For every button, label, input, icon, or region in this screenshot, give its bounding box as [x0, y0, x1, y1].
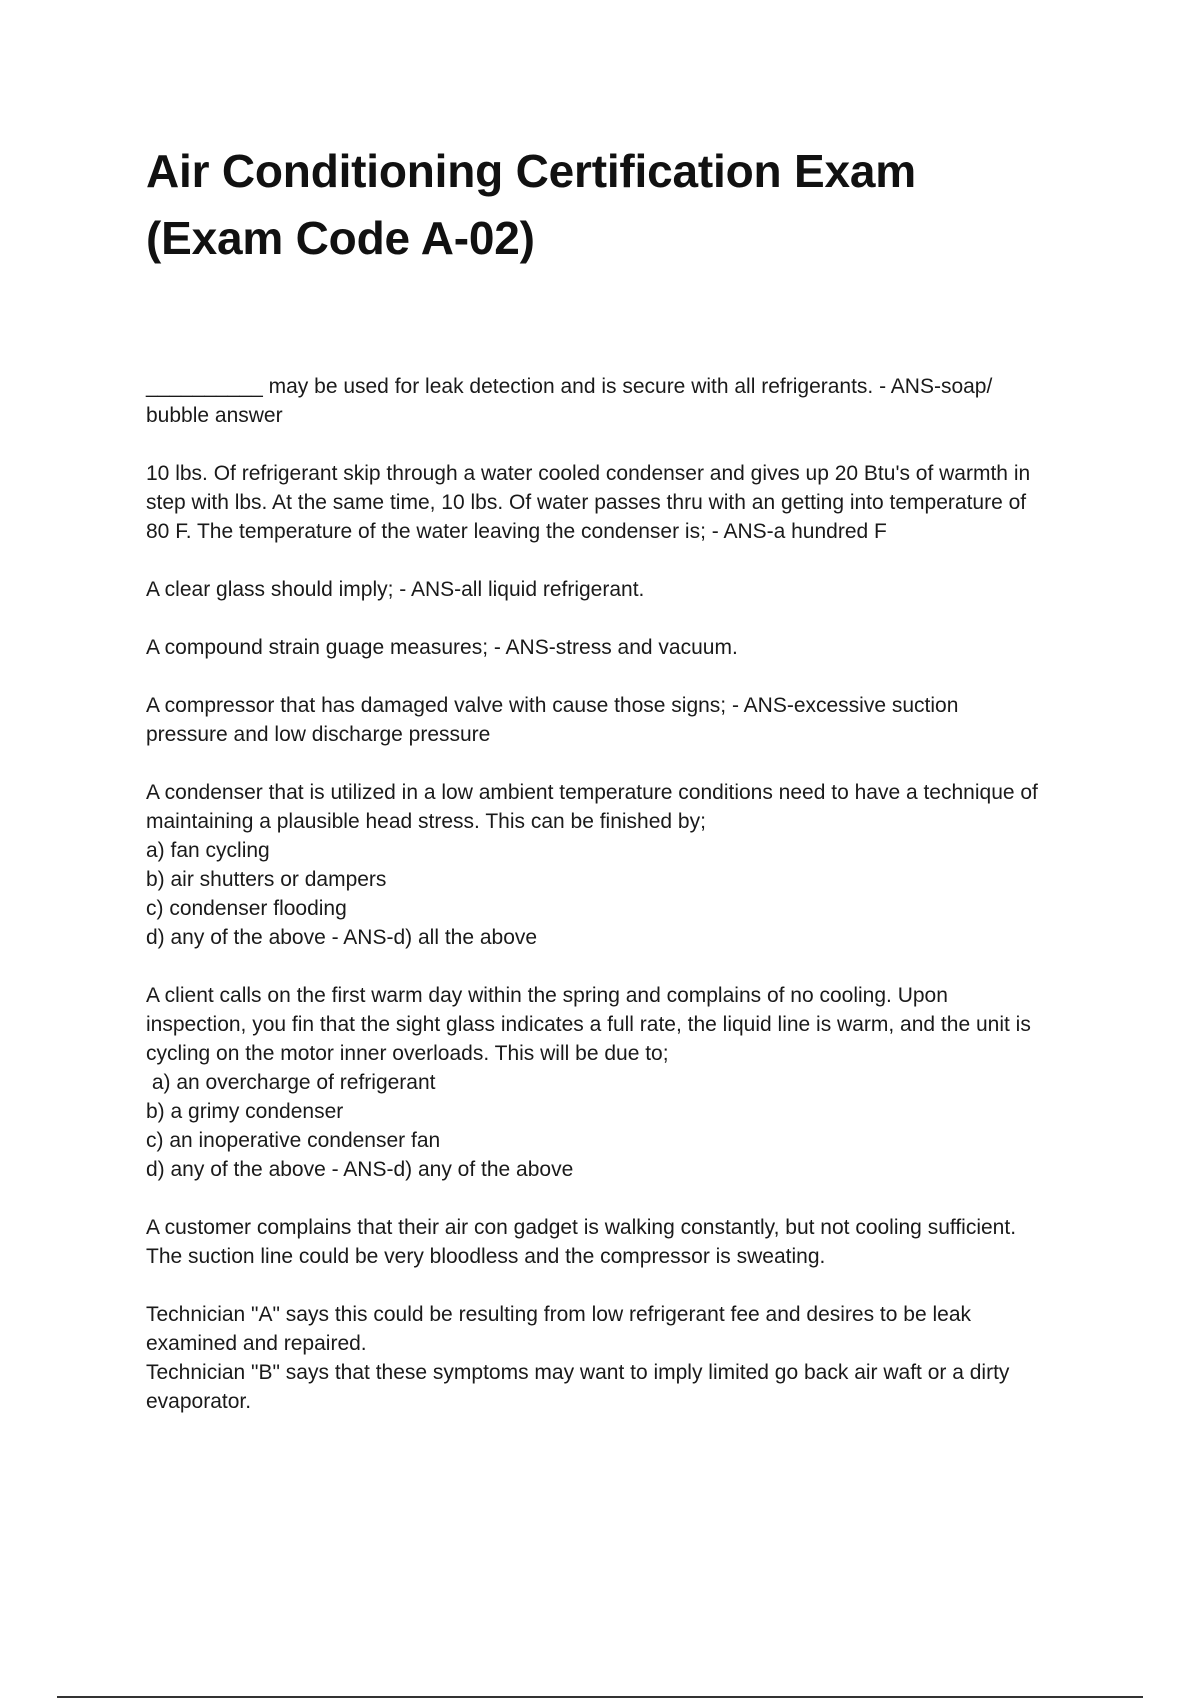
- entry-text-line: c) an inoperative condenser fan: [146, 1129, 441, 1152]
- question-entry: [146, 459, 1096, 546]
- entry-text-line: A compound strain guage measures; - ANS-stress and vacuum.: [146, 636, 738, 659]
- entry-text-line: examined and repaired.: [146, 1332, 367, 1355]
- question-entry: [146, 778, 1096, 952]
- entry-text-line: Technician "B" says that these symptoms may want to imply limited go back air waft or a dirty: [146, 1361, 1010, 1384]
- question-entry: [146, 1213, 1096, 1271]
- entry-text-line: d) any of the above - ANS-d) all the above: [146, 926, 538, 949]
- entry-text-line: evaporator.: [146, 1390, 252, 1413]
- entry-text-line: A customer complains that their air con gadget is walking constantly, but not cooling sufficient.: [146, 1216, 1017, 1239]
- entry-text-line: a) an overcharge of refrigerant: [146, 1071, 436, 1094]
- page-title: [146, 138, 916, 272]
- entry-text-line: 10 lbs. Of refrigerant skip through a water cooled condenser and gives up 20 Btu's of warmth in: [146, 462, 1031, 485]
- question-entry: [146, 575, 1096, 604]
- entry-text-line: a) fan cycling: [146, 839, 270, 862]
- entry-text-line: A clear glass should imply; - ANS-all liquid refrigerant.: [146, 578, 645, 601]
- entry-text-line: __________ may be used for leak detection and is secure with all refrigerants. - ANS-soap/: [146, 375, 993, 398]
- entry-text-line: d) any of the above - ANS-d) any of the above: [146, 1158, 574, 1181]
- footer-divider: [57, 1696, 1143, 1698]
- document-body: [146, 372, 1096, 1445]
- entry-text-line: bubble answer: [146, 404, 283, 427]
- entry-text-line: step with lbs. At the same time, 10 lbs. Of water passes thru with an getting into temperature of: [146, 491, 1027, 514]
- title-line-1: Air Conditioning Certification Exam: [146, 145, 916, 197]
- entry-text-line: b) a grimy condenser: [146, 1100, 344, 1123]
- entry-text-line: pressure and low discharge pressure: [146, 723, 491, 746]
- entry-text-line: cycling on the motor inner overloads. This will be due to;: [146, 1042, 669, 1065]
- question-entry: [146, 1300, 1096, 1416]
- entry-text-line: maintaining a plausible head stress. This can be finished by;: [146, 810, 706, 833]
- entry-text-line: inspection, you fin that the sight glass indicates a full rate, the liquid line is warm, and the unit is: [146, 1013, 1031, 1036]
- entry-text-line: A compressor that has damaged valve with cause those signs; - ANS-excessive suction: [146, 694, 959, 717]
- question-entry: [146, 691, 1096, 749]
- title-line-2: (Exam Code A-02): [146, 212, 535, 264]
- entry-text-line: c) condenser flooding: [146, 897, 347, 920]
- entry-text-line: Technician "A" says this could be resulting from low refrigerant fee and desires to be leak: [146, 1303, 971, 1326]
- entry-text-line: A condenser that is utilized in a low ambient temperature conditions need to have a technique of: [146, 781, 1038, 804]
- question-entry: [146, 633, 1096, 662]
- entry-text-line: The suction line could be very bloodless and the compressor is sweating.: [146, 1245, 826, 1268]
- entry-text-line: b) air shutters or dampers: [146, 868, 387, 891]
- entry-text-line: A client calls on the first warm day within the spring and complains of no cooling. Upon: [146, 984, 948, 1007]
- question-entry: [146, 372, 1096, 430]
- question-entry: [146, 981, 1096, 1184]
- entry-text-line: 80 F. The temperature of the water leaving the condenser is; - ANS-a hundred F: [146, 520, 887, 543]
